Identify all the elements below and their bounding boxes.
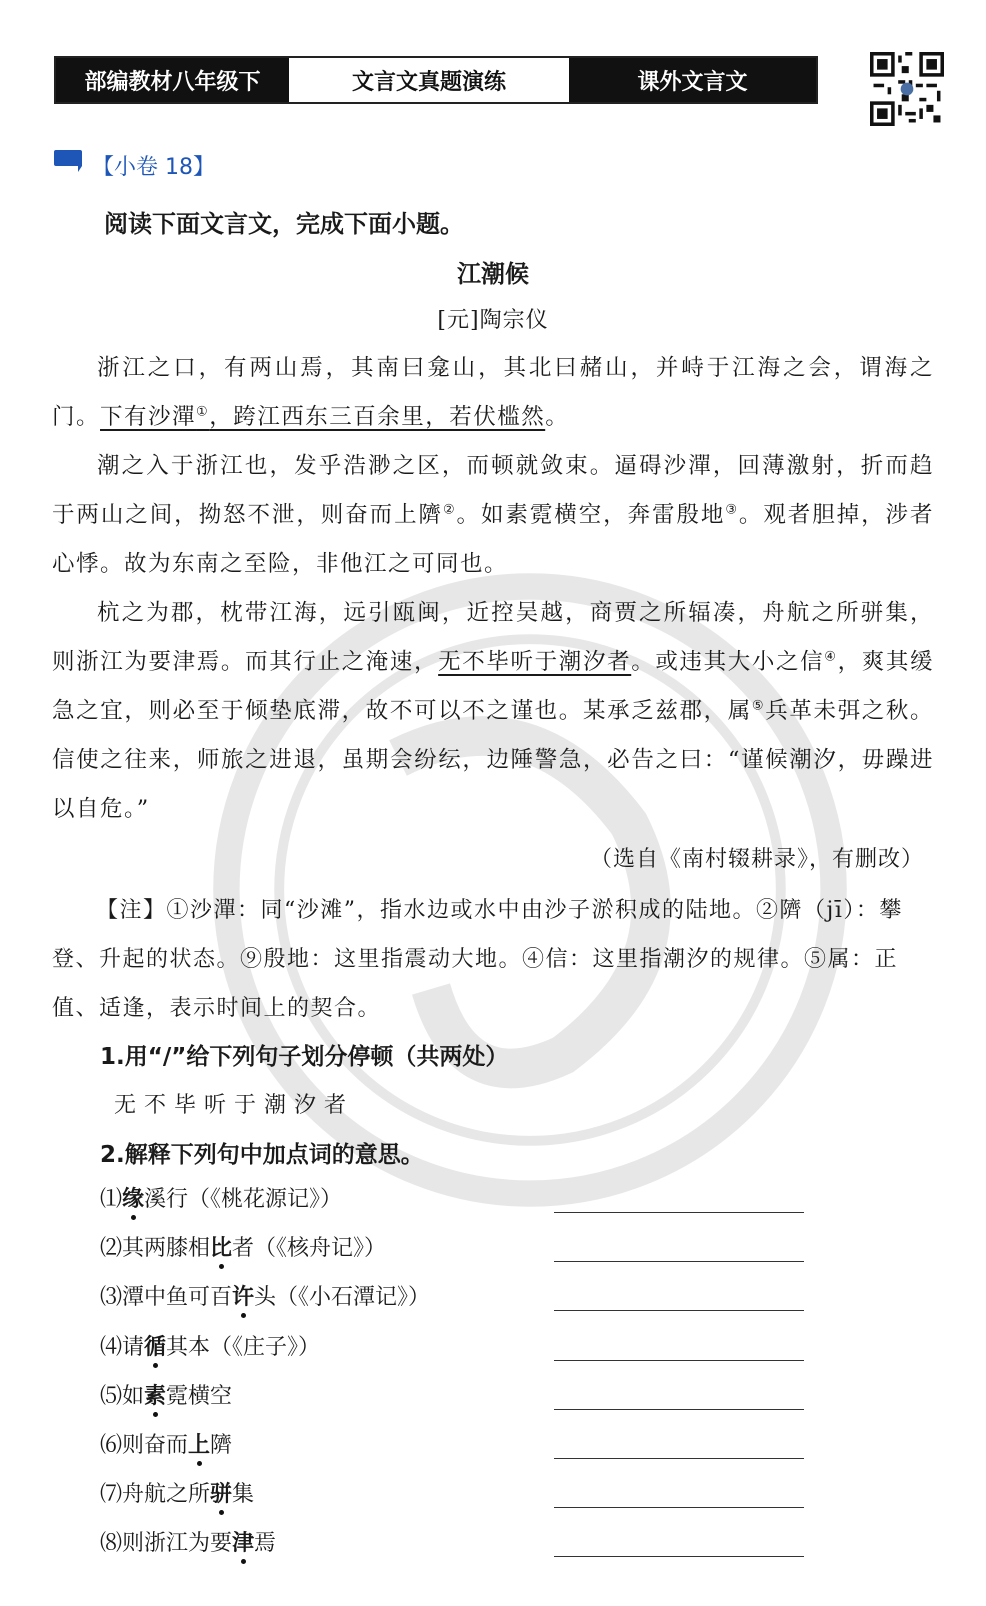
dotted-word: 许 [232,1285,255,1311]
question-2-item [100,1182,342,1213]
instruction: 阅读下面文言文，完成下面小题。 [104,210,464,238]
passage-text: 杭之为郡，枕带江海，远引瓯闽，近控吴越，商贾之所辐凑，舟航之所骈集，则浙江为要津焉。而其行止之淹速， [52,600,934,675]
item-text: 其两膝相 [122,1236,211,1262]
footnote-mark: ③ [725,502,739,518]
passage-text: 。或违其大小之信 [631,649,825,675]
footnote-mark: ④ [824,649,838,665]
author: [元]陶宗仪 [437,308,549,333]
passage-text: 兵革未弭之秋。信使之往来，师旅之进退，虽期会纷纭，边陲警急，必告之曰：“谨候潮汐，毋躁进以自危。” [52,698,934,822]
dotted-word: 素 [144,1383,167,1409]
answer-blank-line[interactable] [554,1360,804,1361]
answer-blank-line[interactable] [554,1507,804,1508]
qr-code-icon[interactable] [870,52,944,126]
passage [52,344,934,834]
bookmark-icon [52,148,86,174]
header-grade: 部编教材八年级下 [56,58,289,102]
passage-text: 浙江之口，有两山焉，其南曰龛山，其北曰赭山，并峙于江海之会，谓海之门。 [52,355,934,430]
answer-blank-line[interactable] [554,1556,804,1557]
underlined-sentence [100,404,545,430]
annotations-text: 【注】①沙潬：同“沙滩”，指水边或水中由沙子淤积成的陆地。②隮（jī）：攀登、升起的状态。⑨殷地：这里指震动大地。④信：这里指潮汐的规律。⑤属：正值、适逢，表示时间上的契合。 [52,898,903,1021]
annotations [52,886,934,1033]
passage-text: ，跨江西东三百余里，若伏槛然 [209,404,546,430]
dotted-word: 比 [210,1236,233,1262]
question-1-prompt: 1.用“/”给下列句子划分停顿（共两处） [100,1044,509,1070]
item-text: ⑹ [100,1433,123,1458]
dotted-word: 缘 [122,1187,145,1212]
paragraph-2 [52,442,934,589]
item-text: 隮 [210,1433,233,1458]
question-2-item [100,1428,232,1459]
dotted-word: 循 [144,1334,167,1360]
item-text: 潭中鱼可百 [122,1285,233,1311]
passage-text: 。如素霓横空，奔雷殷地 [456,502,726,528]
passage-text: 下有沙潬 [100,404,197,430]
text-title: 江潮候 [457,260,529,288]
passage-text: ，爽其缓急之宜，则必至于倾垫底滞，故不可以不之谨也。某承乏兹郡，属 [52,649,934,724]
item-text: 如 [122,1383,145,1409]
answer-blank-line[interactable] [554,1310,804,1311]
header-bar [54,56,818,104]
question-1-sentence[interactable]: 无不毕听于潮汐者 [114,1093,355,1118]
item-text: 者（《核舟记》） [232,1236,387,1262]
header-category: 课外文言文 [569,58,816,102]
answer-blank-line[interactable] [554,1212,804,1213]
section-title: 【小卷 18】 [92,155,215,180]
underlined-sentence: 无不毕听于潮汐者 [438,649,632,675]
question-2-item [100,1477,254,1508]
item-text: 集 [232,1482,255,1508]
item-text: 则浙江为要 [122,1531,233,1557]
item-text: 焉 [254,1531,277,1557]
item-text: ⑶ [100,1285,123,1311]
item-text: ⑸ [100,1383,123,1409]
item-text: ⑵ [100,1236,123,1262]
question-2-item [100,1280,430,1311]
item-text: 霓横空 [166,1383,233,1409]
item-text: 请 [122,1334,145,1360]
dotted-word: 上 [188,1433,211,1458]
passage-text: 。 [545,404,570,430]
source-citation: （选自《南村辍耕录》，有删改） [589,847,924,872]
header-topic: 文言文真题演练 [289,58,569,102]
passage-text: 。观者胆掉，涉者心悸。故为东南之至险，非他江之可同也。 [52,502,934,577]
answer-blank-line[interactable] [554,1458,804,1459]
question-2-item [100,1231,386,1262]
footnote-mark: ⑤ [751,698,766,714]
answer-blank-line[interactable] [554,1261,804,1262]
item-text: 溪行（《桃花源记》） [144,1187,343,1212]
paragraph-3 [52,589,934,834]
question-2-item [100,1379,232,1410]
dotted-word: 津 [232,1531,255,1557]
item-text: 舟航之所 [122,1482,211,1508]
footnote-mark: ① [196,404,210,420]
item-text: ⑻ [100,1531,123,1557]
question-2-prompt: 2.解释下列句中加点词的意思。 [100,1142,424,1168]
item-text: 其本（《庄子》） [166,1334,321,1360]
item-text: 则奋而 [122,1433,189,1458]
paragraph-1 [52,344,934,442]
dotted-word: 骈 [210,1482,233,1508]
item-text: ⑷ [100,1334,123,1360]
question-2-item [100,1330,320,1361]
footnote-mark: ② [442,502,457,518]
passage-text: 潮之入于浙江也，发乎浩渺之区，而顿就敛束。逼碍沙潬，回薄激射，折而趋于两山之间，拗怒不泄，则奋而上隮 [52,453,934,528]
item-text: ⑴ [100,1187,123,1212]
item-text: 头（《小石潭记》） [254,1285,431,1311]
item-text: ⑺ [100,1482,123,1508]
question-2-item [100,1526,276,1557]
answer-blank-line[interactable] [554,1409,804,1410]
